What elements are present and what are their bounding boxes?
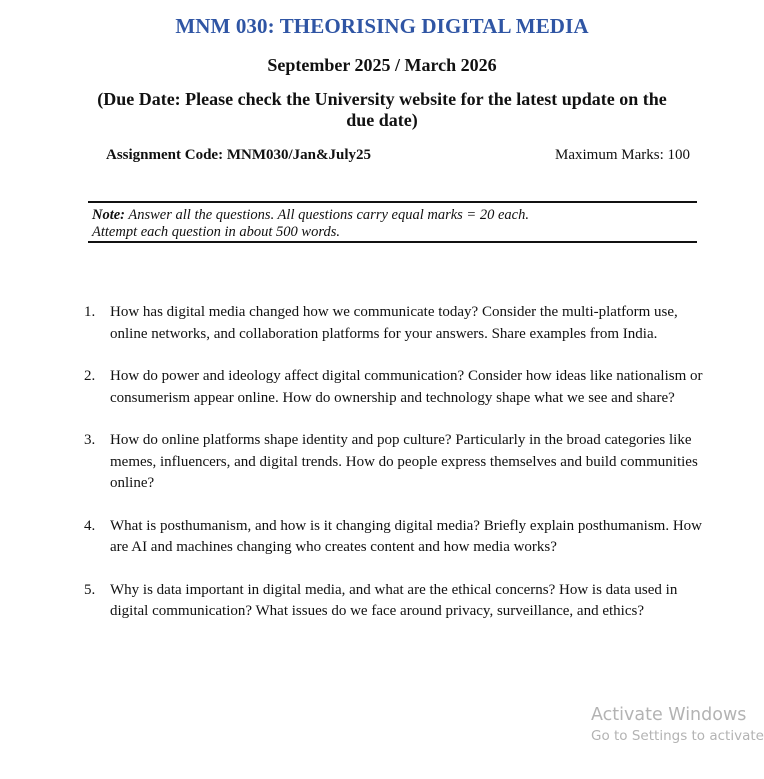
due-date-note: (Due Date: Please check the University website for the latest update on the due date) bbox=[97, 89, 667, 130]
assignment-code: Assignment Code: MNM030/Jan&July25 bbox=[106, 147, 371, 163]
note-line-1 bbox=[92, 207, 697, 224]
question-number: 1. bbox=[84, 304, 96, 320]
note-text: Answer all the questions. All questions carry equal marks = 20 each. bbox=[128, 207, 529, 223]
question-item bbox=[84, 580, 706, 623]
question-text: Why is data important in digital media, and what are the ethical concerns? How is data used in digital communication? What issues do we face around privacy, surveillance, and ethics? bbox=[110, 581, 678, 619]
session-line: September 2025 / March 2026 bbox=[267, 55, 497, 75]
question-text: What is posthumanism, and how is it changing digital media? Briefly explain posthumanism. How are AI and machines changing who creates content and how media works? bbox=[110, 517, 702, 555]
document-title: MNM 030: THEORISING DIGITAL MEDIA bbox=[175, 14, 589, 38]
question-number: 5. bbox=[84, 581, 96, 598]
maximum-marks: Maximum Marks: 100 bbox=[555, 147, 690, 163]
assignment-info-row bbox=[106, 147, 690, 164]
question-item bbox=[84, 366, 706, 409]
watermark-title: Activate Windows bbox=[591, 705, 747, 725]
question-list bbox=[84, 302, 706, 644]
question-number: 2. bbox=[84, 368, 96, 384]
question-item bbox=[84, 430, 706, 495]
question-item bbox=[84, 302, 706, 345]
question-text: How has digital media changed how we communicate today? Consider the multi-platform use, online networks, and collaboration platforms for your answers. Share examples from India. bbox=[110, 304, 678, 342]
question-number: 3. bbox=[84, 432, 96, 448]
activate-windows-watermark bbox=[591, 704, 764, 746]
question-text: How do online platforms shape identity and pop culture? Particularly in the broad categories like memes, influencers, and digital trends. How do people express themselves and build communities online? bbox=[110, 432, 698, 491]
question-item bbox=[84, 516, 706, 559]
question-number: 4. bbox=[84, 517, 96, 534]
note-label: Note: bbox=[92, 207, 126, 223]
note-line-2: Attempt each question in about 500 words. bbox=[92, 223, 340, 240]
watermark-subtitle: Go to Settings to activate bbox=[591, 728, 764, 744]
instructions-note bbox=[88, 201, 697, 243]
question-text: How do power and ideology affect digital communication? Consider how ideas like nationalism or consumerism appear online. How do ownership and technology shape what we see and share? bbox=[110, 368, 703, 406]
